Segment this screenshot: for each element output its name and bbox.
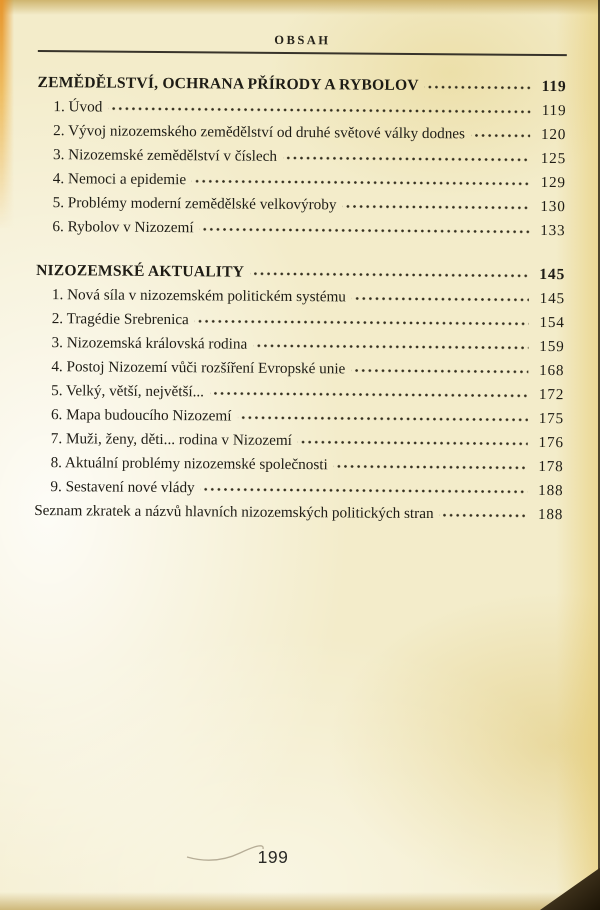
dot-leader [334, 463, 528, 471]
toc-section [36, 71, 566, 243]
toc-row-label: 6. Mapa budoucího Nizozemí [50, 406, 232, 425]
dot-leader [192, 178, 530, 187]
toc-row-page-number: 120 [540, 125, 567, 144]
toc-footer-row [34, 499, 563, 527]
toc-row-label: 6. Rybolov v Nizozemí [52, 218, 194, 237]
toc-row-page-number: 133 [540, 221, 566, 240]
toc-row-label: 9. Sestavení nové vlády [50, 478, 195, 497]
dot-leader [440, 512, 528, 519]
toc-section [34, 259, 565, 503]
toc-row-label: 8. Aktuální problémy nizozemské společnosti [50, 454, 328, 474]
dot-leader [471, 132, 530, 138]
toc-row-label: 7. Muži, ženy, děti... rodina v Nizozemí [50, 430, 292, 450]
toc-entry-row [36, 215, 565, 243]
toc-row-label: 2. Vývoj nizozemského zemědělství od druhé světové války dodnes [53, 122, 466, 143]
dot-leader [195, 318, 529, 327]
toc-row-label: 1. Nová síla v nizozemském politickém systému [51, 286, 346, 306]
toc-row-page-number: 178 [538, 457, 564, 476]
toc-row-page-number: 129 [540, 173, 566, 192]
dot-leader [253, 343, 528, 351]
toc-row-page-number: 125 [540, 149, 567, 168]
toc-row-page-number: 188 [537, 505, 564, 524]
dot-leader [210, 390, 528, 398]
toc-row-page-number: 172 [538, 385, 565, 404]
dot-leader [201, 486, 528, 495]
page-corner-shadow [540, 862, 600, 910]
toc-row-label: Seznam zkratek a názvů hlavních nizozemských politických stran [34, 501, 434, 523]
page-number-folio: 199 [257, 847, 289, 867]
page-content [34, 30, 567, 527]
table-of-contents [34, 71, 567, 527]
toc-row-page-number: 145 [539, 265, 566, 284]
toc-row-label: NIZOZEMSKÉ AKTUALITY [36, 261, 245, 281]
toc-row-page-number: 175 [538, 409, 565, 428]
dot-leader [237, 415, 528, 423]
toc-row-label: 4. Nemoci a epidemie [52, 170, 187, 189]
toc-row-label: 3. Nizozemská královská rodina [51, 334, 248, 353]
toc-row-page-number: 119 [541, 101, 567, 120]
toc-row-label: 4. Postoj Nizozemí vůči rozšíření Evropské unie [51, 358, 346, 378]
dot-leader [283, 155, 530, 163]
toc-row-label: ZEMĚDĚLSTVÍ, OCHRANA PŘÍRODY A RYBOLOV [37, 73, 419, 94]
dot-leader [108, 106, 530, 115]
page-header [38, 30, 567, 56]
toc-row-label: 2. Tragédie Srebrenica [51, 310, 189, 329]
toc-row-page-number: 130 [540, 197, 566, 216]
running-head: OBSAH [274, 32, 331, 48]
dot-leader [351, 367, 528, 374]
toc-row-page-number: 159 [539, 337, 565, 356]
toc-row-page-number: 154 [539, 313, 565, 332]
dot-leader [342, 203, 529, 210]
toc-row-page-number: 168 [539, 361, 565, 380]
toc-row-label: 1. Úvod [53, 98, 103, 116]
toc-row-label: 5. Problémy moderní zemědělské velkovýroby [52, 194, 337, 214]
toc-row-page-number: 176 [538, 433, 564, 452]
toc-row-label: 5. Velký, větší, největší... [51, 382, 205, 401]
toc-row-page-number: 145 [539, 289, 565, 308]
aged-edge-orange [0, 0, 14, 230]
dot-leader [352, 295, 529, 302]
dot-leader [250, 271, 529, 279]
dot-leader [425, 84, 531, 91]
toc-row-label: 3. Nizozemské zemědělství v číslech [52, 146, 278, 165]
dot-leader [298, 439, 528, 447]
toc-section-title-row [37, 71, 566, 99]
toc-row-page-number: 119 [541, 77, 567, 96]
dot-leader [200, 226, 530, 235]
toc-row-page-number: 188 [538, 481, 564, 500]
